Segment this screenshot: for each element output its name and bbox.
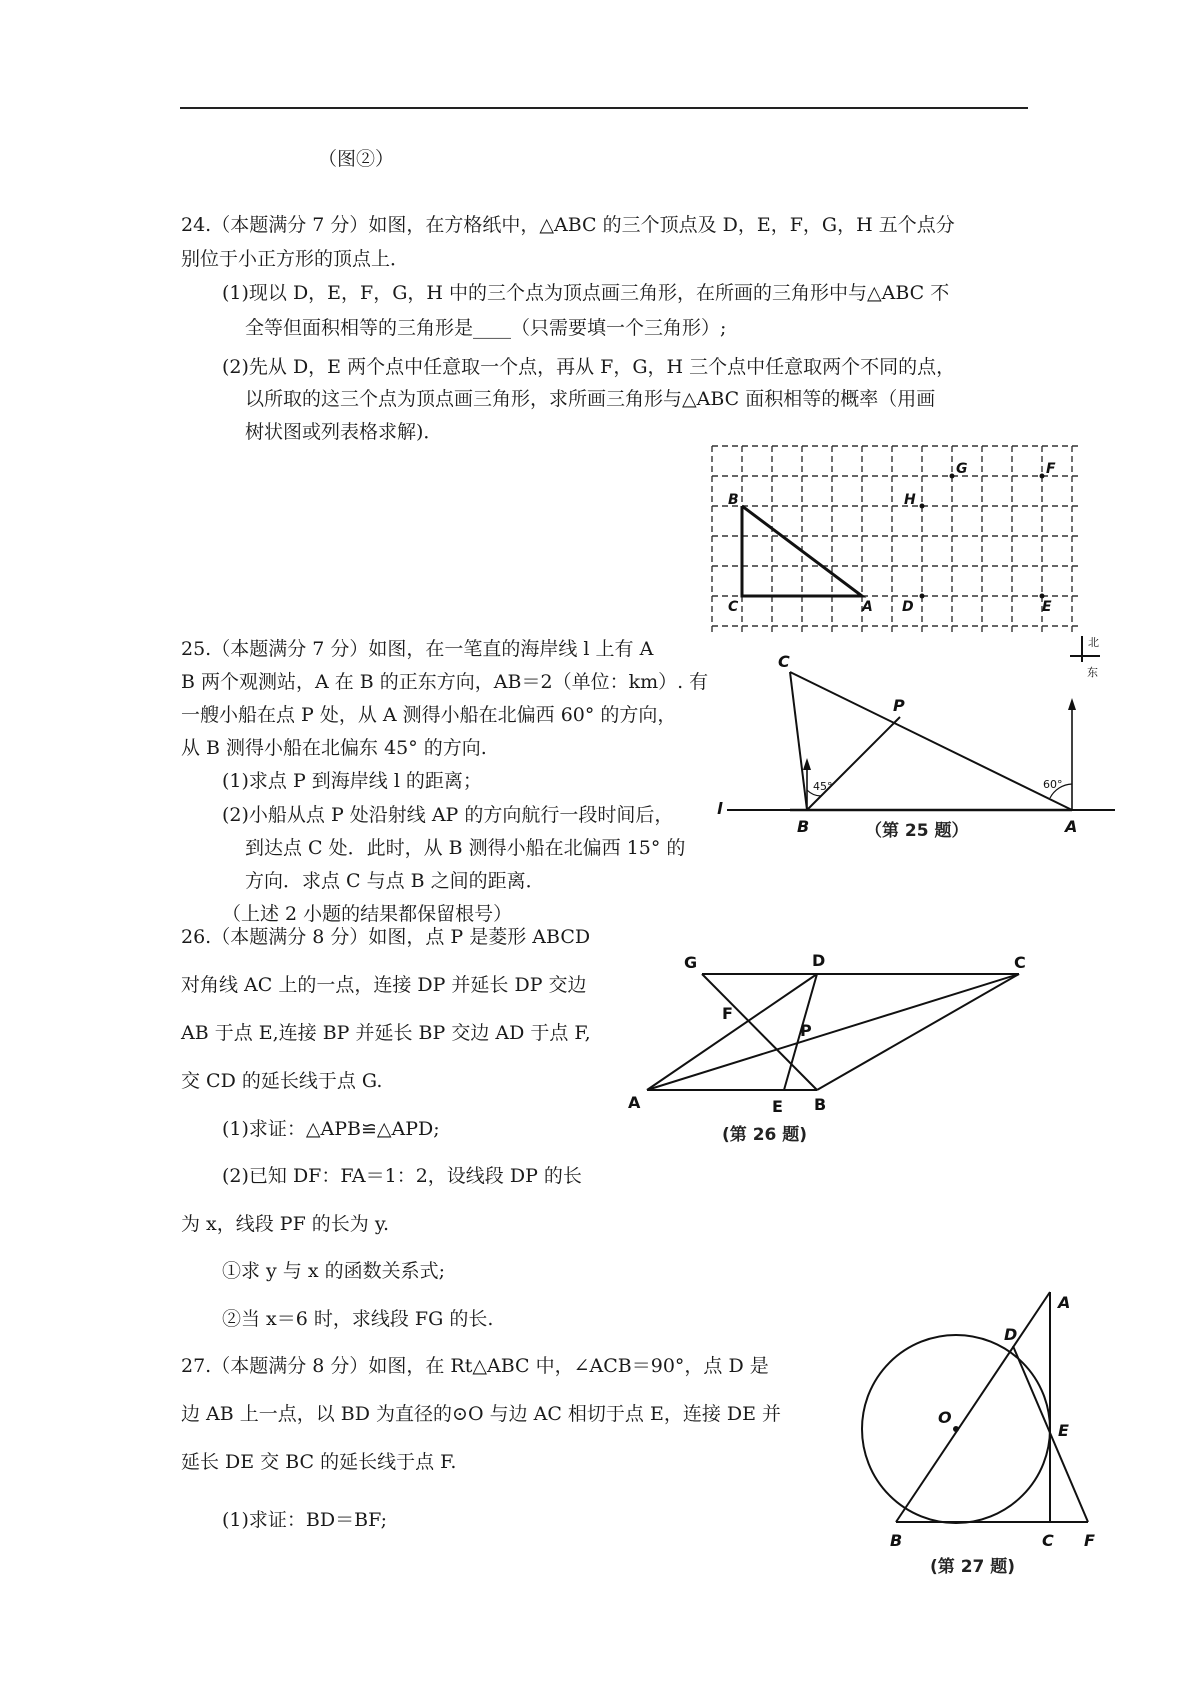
q26-line: 交 CD 的延长线于点 G. <box>181 1070 383 1092</box>
q27-line: 延长 DE 交 BC 的延长线于点 F. <box>181 1451 457 1473</box>
q24-line: 24.（本题满分 7 分）如图，在方格纸中，△ABC 的三个顶点及 D，E，F，G，H 五个点分 <box>181 214 955 236</box>
arrowhead <box>1068 698 1076 710</box>
grid-lines <box>712 446 1078 632</box>
q25-line: 一艘小船在点 P 处，从 A 测得小船在北偏西 60° 的方向， <box>181 704 677 726</box>
figure-2-label: （图②） <box>318 148 395 170</box>
label-p: P <box>893 696 905 715</box>
q24-grid-figure <box>710 444 1080 634</box>
label-b: B <box>890 1531 903 1550</box>
caption-q25: （第 25 题） <box>865 821 969 841</box>
label-a: A <box>628 1093 641 1112</box>
label-o: O <box>938 1408 952 1427</box>
label-e: E <box>1042 599 1052 615</box>
q25-coastline-figure <box>715 632 1115 897</box>
point-h <box>920 504 925 509</box>
side-bc <box>817 974 1019 1090</box>
label-c: C <box>1042 1531 1054 1550</box>
q24-line: 以所取的这三个点为顶点画三角形，求所画三角形与△ABC 面积相等的概率（用画 <box>245 388 936 410</box>
label-b: B <box>728 492 739 508</box>
label-d: D <box>902 599 914 615</box>
caption-q27: (第 27 题) <box>930 1557 1016 1577</box>
q25-line: 25.（本题满分 7 分）如图，在一笔直的海岸线 l 上有 A <box>181 638 654 660</box>
q25-line: B 两个观测站，A 在 B 的正东方向，AB＝2（单位：km）. 有 <box>181 671 709 693</box>
label-c: C <box>728 599 739 615</box>
label-a: A <box>1065 817 1078 836</box>
label-g: G <box>684 953 698 972</box>
q26-line: 为 x，线段 PF 的长为 y. <box>181 1213 390 1235</box>
q27-line: 27.（本题满分 8 分）如图，在 Rt△ABC 中，∠ACB＝90°，点 D 是 <box>181 1355 769 1377</box>
q27-circle-figure <box>838 1290 1138 1590</box>
q26-line: AB 于点 E,连接 BP 并延长 BP 交边 AD 于点 F, <box>181 1022 591 1044</box>
q24-line: (2)先从 D，E 两个点中任意取一个点，再从 F，G，H 三个点中任意取两个不同的点， <box>222 356 956 378</box>
q26-rhombus-figure <box>622 940 1052 1170</box>
point-g <box>950 474 955 479</box>
point-f <box>1040 474 1045 479</box>
q25-line: (1)求点 P 到海岸线 l 的距离； <box>222 770 482 792</box>
label-p: P <box>800 1021 812 1040</box>
q25-line: 到达点 C 处．此时，从 B 测得小船在北偏西 15° 的 <box>245 837 686 859</box>
diagonal-ac <box>647 974 1019 1090</box>
point-e <box>1040 594 1045 599</box>
label-angle-45: 45° <box>813 780 833 793</box>
point-d <box>920 594 925 599</box>
q26-line: ②当 x＝6 时，求线段 FG 的长. <box>222 1308 494 1330</box>
label-e: E <box>1058 1421 1069 1440</box>
label-c: C <box>778 652 790 671</box>
label-e: E <box>772 1097 783 1116</box>
caption-q26: (第 26 题) <box>722 1125 808 1145</box>
q25-line: （上述 2 小题的结果都保留根号） <box>222 903 513 925</box>
label-b: B <box>797 817 810 836</box>
label-north: 北 <box>1088 636 1099 649</box>
label-a: A <box>1058 1293 1071 1312</box>
q24-line: 全等但面积相等的三角形是____（只需要填一个三角形）; <box>245 317 727 339</box>
label-h: H <box>904 492 916 508</box>
label-east: 东 <box>1087 666 1098 679</box>
q26-line: (1)求证：△APB≌△APD; <box>222 1118 440 1140</box>
label-f: F <box>1084 1531 1095 1550</box>
side-da <box>647 974 817 1090</box>
label-angle-60: 60° <box>1043 778 1063 791</box>
q26-line: 26.（本题满分 8 分）如图，点 P 是菱形 ABCD <box>181 926 591 948</box>
q26-line: ①求 y 与 x 的函数关系式; <box>222 1260 446 1282</box>
header-rule <box>180 107 1028 109</box>
label-f: F <box>722 1004 733 1023</box>
q24-line: (1)现以 D，E，F，G，H 中的三个点为顶点画三角形，在所画的三角形中与△ABC 不 <box>222 282 950 304</box>
q25-line: 从 B 测得小船在北偏东 45° 的方向. <box>181 737 487 759</box>
q27-line: (1)求证：BD＝BF; <box>222 1509 387 1531</box>
q24-line: 别位于小正方形的顶点上． <box>181 248 410 270</box>
q25-line: 方向．求点 C 与点 B 之间的距离． <box>245 870 545 892</box>
label-b: B <box>814 1095 827 1114</box>
label-l: l <box>717 799 723 818</box>
q27-line: 边 AB 上一点，以 BD 为直径的⊙O 与边 AC 相切于点 E，连接 DE 并 <box>181 1403 782 1425</box>
label-d: D <box>1004 1325 1018 1344</box>
q24-line: 树状图或列表格求解)． <box>245 421 443 443</box>
arrowhead <box>803 758 811 770</box>
side-ab <box>896 1292 1050 1522</box>
label-a: A <box>862 599 873 615</box>
segment-bc <box>790 672 807 810</box>
label-d: D <box>812 951 826 970</box>
label-c: C <box>1014 953 1026 972</box>
label-f: F <box>1046 461 1056 477</box>
label-g: G <box>956 461 968 477</box>
q26-line: (2)已知 DF：FA＝1：2，设线段 DP 的长 <box>222 1165 582 1187</box>
q26-line: 对角线 AC 上的一点，连接 DP 并延长 DP 交边 <box>181 974 587 996</box>
q25-line: (2)小船从点 P 处沿射线 AP 的方向航行一段时间后， <box>222 804 674 826</box>
